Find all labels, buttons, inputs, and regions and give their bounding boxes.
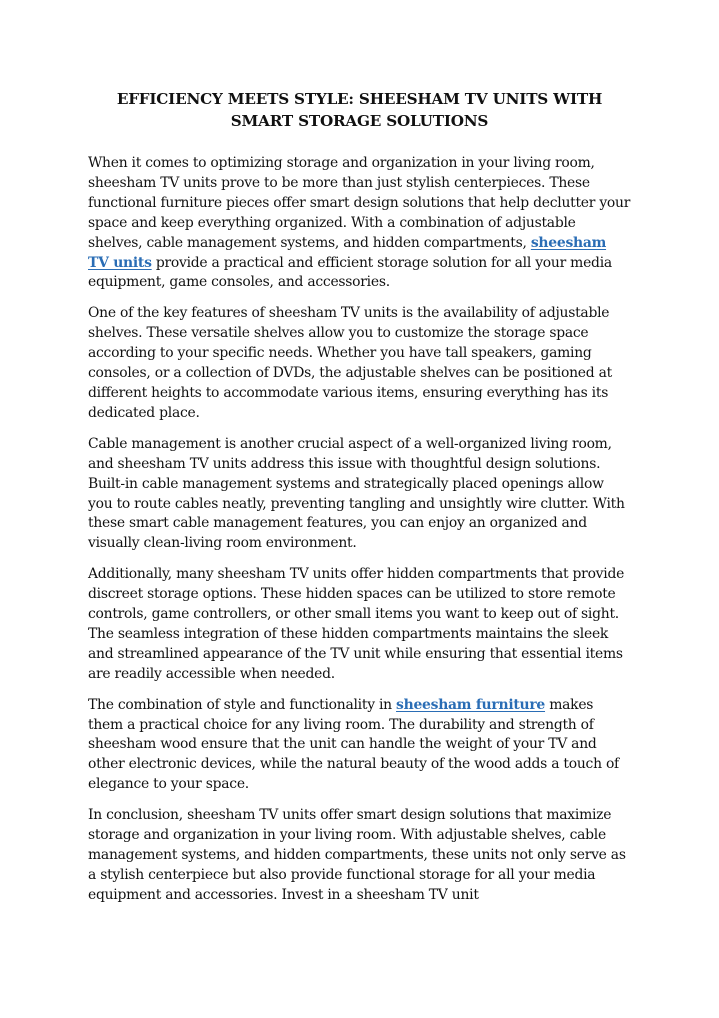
paragraph-adjustable-shelves: One of the key features of sheesham TV units is the availability of adjustable shelves. These versatile shelves allow you to customize the storage space according to your specific needs. Whether you have tall speakers, gaming consoles, or a collection of DVDs, the adjustable shelves can be positioned at different heights to accommodate various items, ensuring everything has its dedicated place. <box>88 305 612 421</box>
paragraph-conclusion: In conclusion, sheesham TV units offer smart design solutions that maximize storage and organization in your living room. With adjustable shelves, cable management systems, and hidden compartments, these units not only serve as a stylish centerpiece but also provide functional storage for all your media equipment and accessories. Invest in a sheesham TV unit <box>88 807 626 903</box>
paragraph-style-text-before: The combination of style and functionality in <box>88 696 397 713</box>
paragraph-intro <box>88 154 631 293</box>
paragraph-cable-management: Cable management is another crucial aspect of a well-organized living room, and sheesham TV units address this issue with thoughtful design solutions. Built-in cable management systems and strategically placed openings allow you to route cables neatly, preventing tangling and unsightly wire clutter. With these smart cable management features, you can enjoy an organized and visually clean-living room environment. <box>88 435 625 552</box>
sheesham-tv-units-link[interactable]: sheesham TV units <box>88 234 607 271</box>
paragraph-hidden-compartments: Additionally, many sheesham TV units offer hidden compartments that provide discreet storage options. These hidden spaces can be utilized to store remote controls, game controllers, or other small items you want to keep out of sight. The seamless integration of these hidden compartments maintains the sleek and streamlined appearance of the TV unit while ensuring that essential items are readily accessible when needed. <box>88 566 625 682</box>
paragraph-style-functionality <box>88 696 631 796</box>
paragraph-intro-text-before: When it comes to optimizing storage and organization in your living room, sheesham TV units prove to be more than just stylish centerpieces. These functional furniture pieces offer smart design solutions that help declutter your space and keep everything organized. With a combination of adjustable shelves, cable management systems, and hidden compartments, <box>88 155 631 251</box>
document-title: EFFICIENCY MEETS STYLE: SHEESHAM TV UNITS WITH SMART STORAGE SOLUTIONS <box>116 90 603 130</box>
paragraph-style-text-after: makes them a practical choice for any living room. The durability and strength of sheesham wood ensure that the unit can handle the weight of your TV and other electronic devices, while the natural beauty of the wood adds a touch of elegance to your space. <box>88 696 619 793</box>
sheesham-furniture-link[interactable]: sheesham furniture <box>396 696 546 713</box>
paragraph-intro-text-after: provide a practical and efficient storage solution for all your media equipment, game consoles, and accessories. <box>88 254 612 291</box>
